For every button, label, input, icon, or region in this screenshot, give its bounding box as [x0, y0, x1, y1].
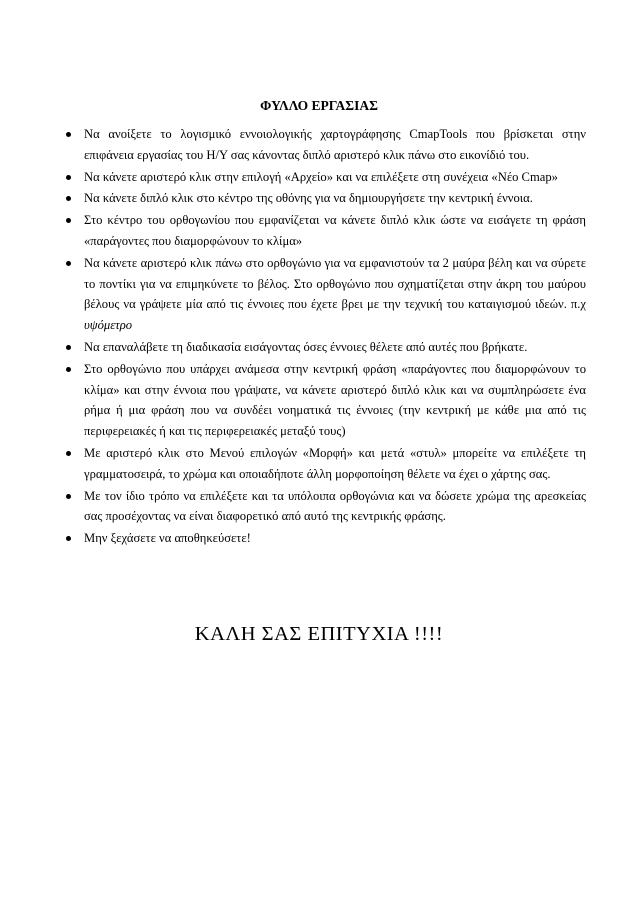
instruction-item-3: [62, 188, 586, 209]
instruction-item-4: [62, 210, 586, 252]
instruction-text: Να επαναλάβετε τη διαδικασία εισάγοντας όσες έννοιες θέλετε από αυτές που βρήκατε.: [84, 339, 528, 354]
instruction-text: Να ανοίξετε το λογισμικό εννοιολογικής χαρτογράφησης CmapTools που βρίσκεται στην επιφάνεια εργασίας του Η/Υ σας κάνοντας διπλό αριστερό κλικ πάνω στο εικονίδιό του.: [84, 127, 586, 162]
instruction-text: Να κάνετε αριστερό κλικ πάνω στο ορθογώνιο για να εμφανιστούν τα 2 μαύρα βέλη και να σύρετε το ποντίκι για να επιμηκύνετε το βέλος. Στο ορθογώνιο που σχηματίζεται στην άκρη του μαύρου βέλους να γράψετε μία από τις έννοιες που έχετε βρει με την τεχνική του καταιγισμού ιδεών. π.χ: [84, 255, 586, 312]
instruction-text: Με τον ίδιο τρόπο να επιλέξετε και τα υπόλοιπα ορθογώνια και να δώσετε χρώμα της αρεσκείας σας προσέχοντας να είναι διαφορετικό από αυτό της κεντρικής φράσης.: [84, 488, 586, 524]
closing-message: ΚΑΛΗ ΣΑΣ ΕΠΙΤΥΧΙΑ !!!!: [194, 623, 444, 645]
example-word: υψόμετρο: [84, 318, 133, 333]
instruction-item-8: [62, 443, 586, 485]
instruction-text: Στο ορθογώνιο που υπάρχει ανάμεσα στην κεντρική φράση «παράγοντες που διαμορφώνουν το κλίμα» και στην έννοια που γράψατε, να κάνετε αριστερό διπλό κλικ και να συμπληρώσετε ένα ρήμα ή μια φράση που να συνδέει νοηματικά τις έννοιες (την κεντρική με κάθε μια από τις περιφερειακές ή και τις περιφερειακές μεταξύ τους): [84, 361, 586, 439]
bullet-icon: [66, 175, 71, 180]
instruction-text: Στο κέντρο του ορθογωνίου που εμφανίζεται να κάνετε διπλό κλικ ώστε να εισάγετε τη φράση «παράγοντες που διαμορφώνουν το κλίμα»: [84, 213, 586, 248]
instruction-item-7: [62, 359, 586, 442]
instruction-item-5: [62, 253, 586, 336]
instruction-item-1: [62, 124, 586, 166]
instruction-item-9: [62, 486, 586, 528]
instruction-list: [62, 124, 586, 550]
instruction-item-6: [62, 337, 586, 358]
bullet-icon: [66, 218, 71, 223]
bullet-icon: [66, 536, 71, 541]
bullet-icon: [66, 132, 71, 137]
bullet-icon: [66, 196, 71, 201]
instruction-text: Να κάνετε αριστερό κλικ στην επιλογή «Αρχείο» και να επιλέξετε στη συνέχεια «Νέο Cmap»: [84, 169, 558, 184]
bullet-icon: [66, 261, 71, 266]
worksheet-title: ΦΥΛΛΟ ΕΡΓΑΣΙΑΣ: [260, 98, 378, 113]
bullet-icon: [66, 367, 71, 372]
instruction-text: Μην ξεχάσετε να αποθηκεύσετε!: [84, 531, 251, 546]
instruction-text: Να κάνετε διπλό κλικ στο κέντρο της οθόνης για να δημιουργήσετε την κεντρική έννοια.: [84, 191, 533, 206]
bullet-icon: [66, 345, 71, 350]
instruction-text: Με αριστερό κλικ στο Μενού επιλογών «Μορφή» και μετά «στυλ» μπορείτε να επιλέξετε τη γραμματοσειρά, το χρώμα και οποιαδήποτε άλλη μορφοποίηση θέλετε να έχει ο χάρτης σας.: [84, 445, 586, 481]
instruction-item-10: [62, 528, 586, 549]
bullet-icon: [66, 494, 71, 499]
instruction-item-2: [62, 167, 586, 188]
bullet-icon: [66, 451, 71, 456]
